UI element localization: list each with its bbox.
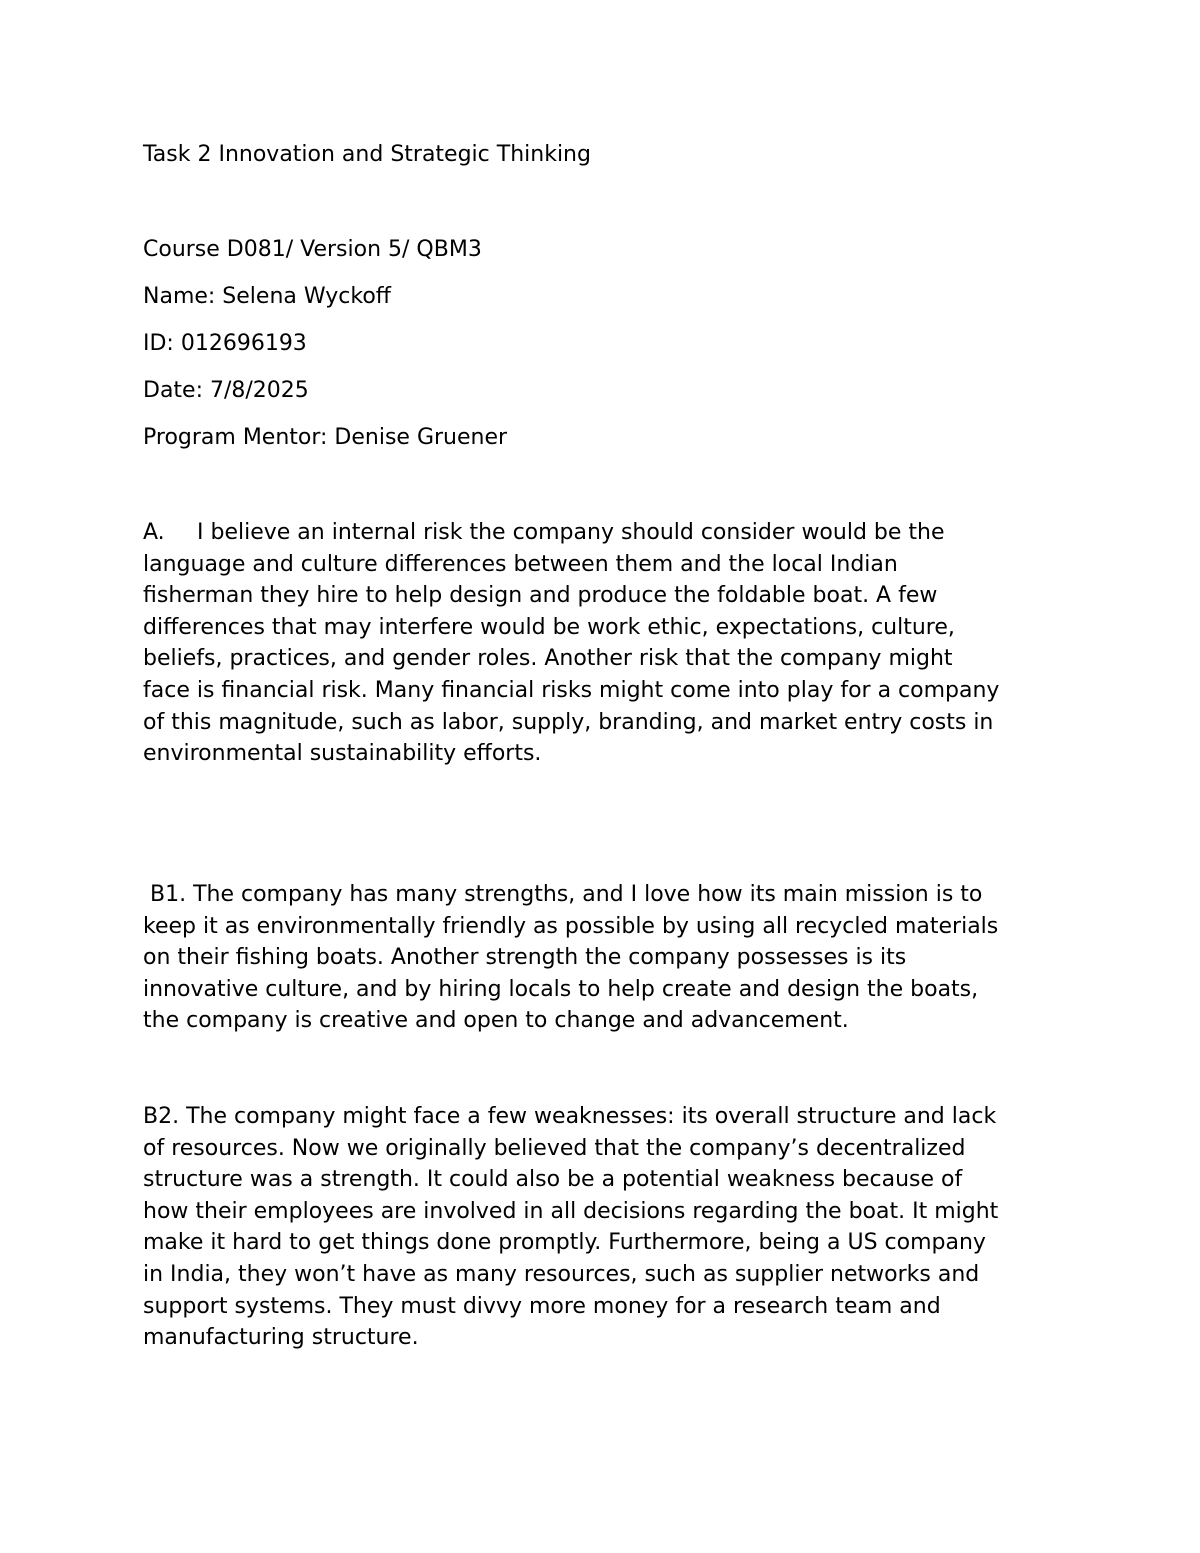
section-b1-line: keep it as environmentally friendly as possible by using all recycled materials xyxy=(143,913,999,939)
section-a-line: fisherman they hire to help design and produce the foldable boat. A few xyxy=(143,583,938,609)
section-b1-line: innovative culture, and by hiring locals to help create and design the boats, xyxy=(143,976,979,1002)
section-b1-line: B1. The company has many strengths, and I love how its main mission is to xyxy=(143,882,983,907)
section-b2-line: B2. The company might face a few weaknesses: its overall structure and lack xyxy=(143,1104,997,1129)
section-b1-line: the company is creative and open to change and advancement. xyxy=(143,1008,849,1034)
section-b2-line: structure was a strength. It could also be a potential weakness because of xyxy=(143,1167,963,1193)
document-title: Task 2 Innovation and Strategic Thinking xyxy=(143,142,591,167)
section-b2-line: of resources. Now we originally believed that the company’s decentralized xyxy=(143,1135,966,1161)
mentor-line: Program Mentor: Denise Gruener xyxy=(143,425,508,450)
section-a-line xyxy=(143,517,1073,549)
section-a-line-text: I believe an internal risk the company should consider would be the xyxy=(197,520,945,545)
section-b2-line: manufacturing structure. xyxy=(143,1325,419,1351)
section-b2-line: how their employees are involved in all decisions regarding the boat. It might xyxy=(143,1198,999,1224)
course-line: Course D081/ Version 5/ QBM3 xyxy=(143,237,482,262)
id-line: ID: 012696193 xyxy=(143,331,307,356)
section-a-paragraph xyxy=(143,517,1073,770)
section-b2-paragraph xyxy=(143,1101,1073,1354)
section-b2-line: support systems. They must divvy more money for a research team and xyxy=(143,1293,941,1319)
section-a-line: language and culture differences between them and the local Indian xyxy=(143,551,898,577)
section-a-marker: A. xyxy=(143,520,165,545)
section-b2-line: make it hard to get things done promptly. Furthermore, being a US company xyxy=(143,1230,986,1256)
section-a-line: face is financial risk. Many financial risks might come into play for a company xyxy=(143,677,1000,703)
section-a-line: differences that may interfere would be work ethic, expectations, culture, xyxy=(143,614,955,640)
section-a-line: of this magnitude, such as labor, supply, branding, and market entry costs in xyxy=(143,709,994,735)
section-a-line: beliefs, practices, and gender roles. Another risk that the company might xyxy=(143,646,953,672)
date-line: Date: 7/8/2025 xyxy=(143,378,309,403)
section-b2-line: in India, they won’t have as many resources, such as supplier networks and xyxy=(143,1261,980,1287)
section-b1-line: on their fishing boats. Another strength the company possesses is its xyxy=(143,945,907,971)
section-b1-paragraph xyxy=(143,879,1073,1037)
name-line: Name: Selena Wyckoff xyxy=(143,284,391,309)
section-a-line: environmental sustainability efforts. xyxy=(143,741,542,767)
